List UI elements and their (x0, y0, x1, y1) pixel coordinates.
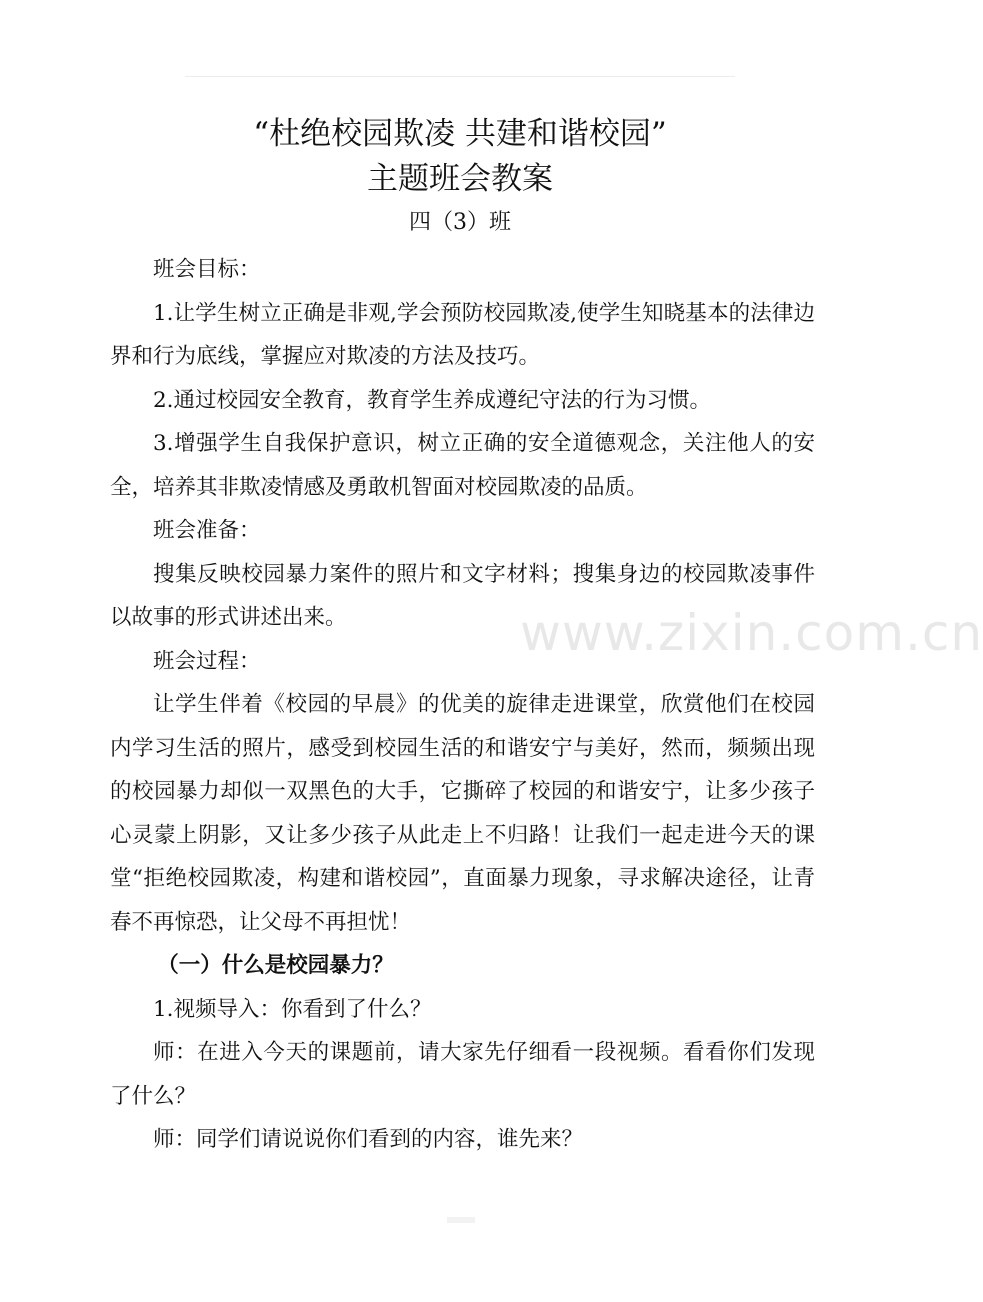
subsection-heading: （一）什么是校园暴力？ (157, 953, 394, 978)
header-rule (185, 76, 735, 77)
goal-item-1: 1.让学生树立正确是非观,学会预防校园欺凌,使学生知晓基本的法律边界和行为底线，掌握应对欺凌的方法及技巧。 (110, 300, 815, 369)
goal-item-2: 2.通过校园安全教育，教育学生养成遵纪守法的行为习惯。 (153, 387, 712, 413)
teacher-line-1: 师：在进入今天的课题前，请大家先仔细看一段视频。看看你们发现了什么？ (110, 1040, 815, 1109)
section-heading-goals: 班会目标： (153, 257, 261, 282)
teacher-line-2: 师：同学们请说说你们看到的内容，谁先来？ (153, 1127, 584, 1152)
footer-mark (447, 1217, 475, 1223)
process-intro-text: 让学生伴着《校园的早晨》的优美的旋律走进课堂，欣赏他们在校园内学习生活的照片，感受到校园生活的和谐安宁与美好，然而，频频出现的校园暴力却似一双黑色的大手，它撕碎了校园的和谐安宁，让多少孩子心灵蒙上阴影，又让多少孩子从此走上不归路！让我们一起走进今天的课堂“拒绝校园欺凌，构建和谐校园”，直面暴力现象，寻求解决途径，让青春不再惊恐，让父母不再担忧！ (110, 692, 815, 935)
watermark: www.zixin.com.cn (520, 604, 983, 662)
document-title: “杜绝校园欺凌 共建和谐校园” (253, 116, 667, 152)
goal-item-3: 3.增强学生自我保护意识，树立正确的安全道德观念，关注他人的安全，培养其非欺凌情感及勇敢机智面对校园欺凌的品质。 (110, 431, 815, 500)
preparation-text: 搜集反映校园暴力案件的照片和文字材料；搜集身边的校园欺凌事件以故事的形式讲述出来。 (110, 561, 815, 630)
section-heading-process: 班会过程： (153, 648, 261, 674)
document-body (110, 248, 815, 1162)
class-label: 四（3）班 (409, 210, 511, 235)
document-subtitle: 主题班会教案 (367, 161, 553, 197)
section-heading-preparation: 班会准备： (153, 518, 261, 543)
step-item-1: 1.视频导入：你看到了什么？ (153, 996, 432, 1022)
